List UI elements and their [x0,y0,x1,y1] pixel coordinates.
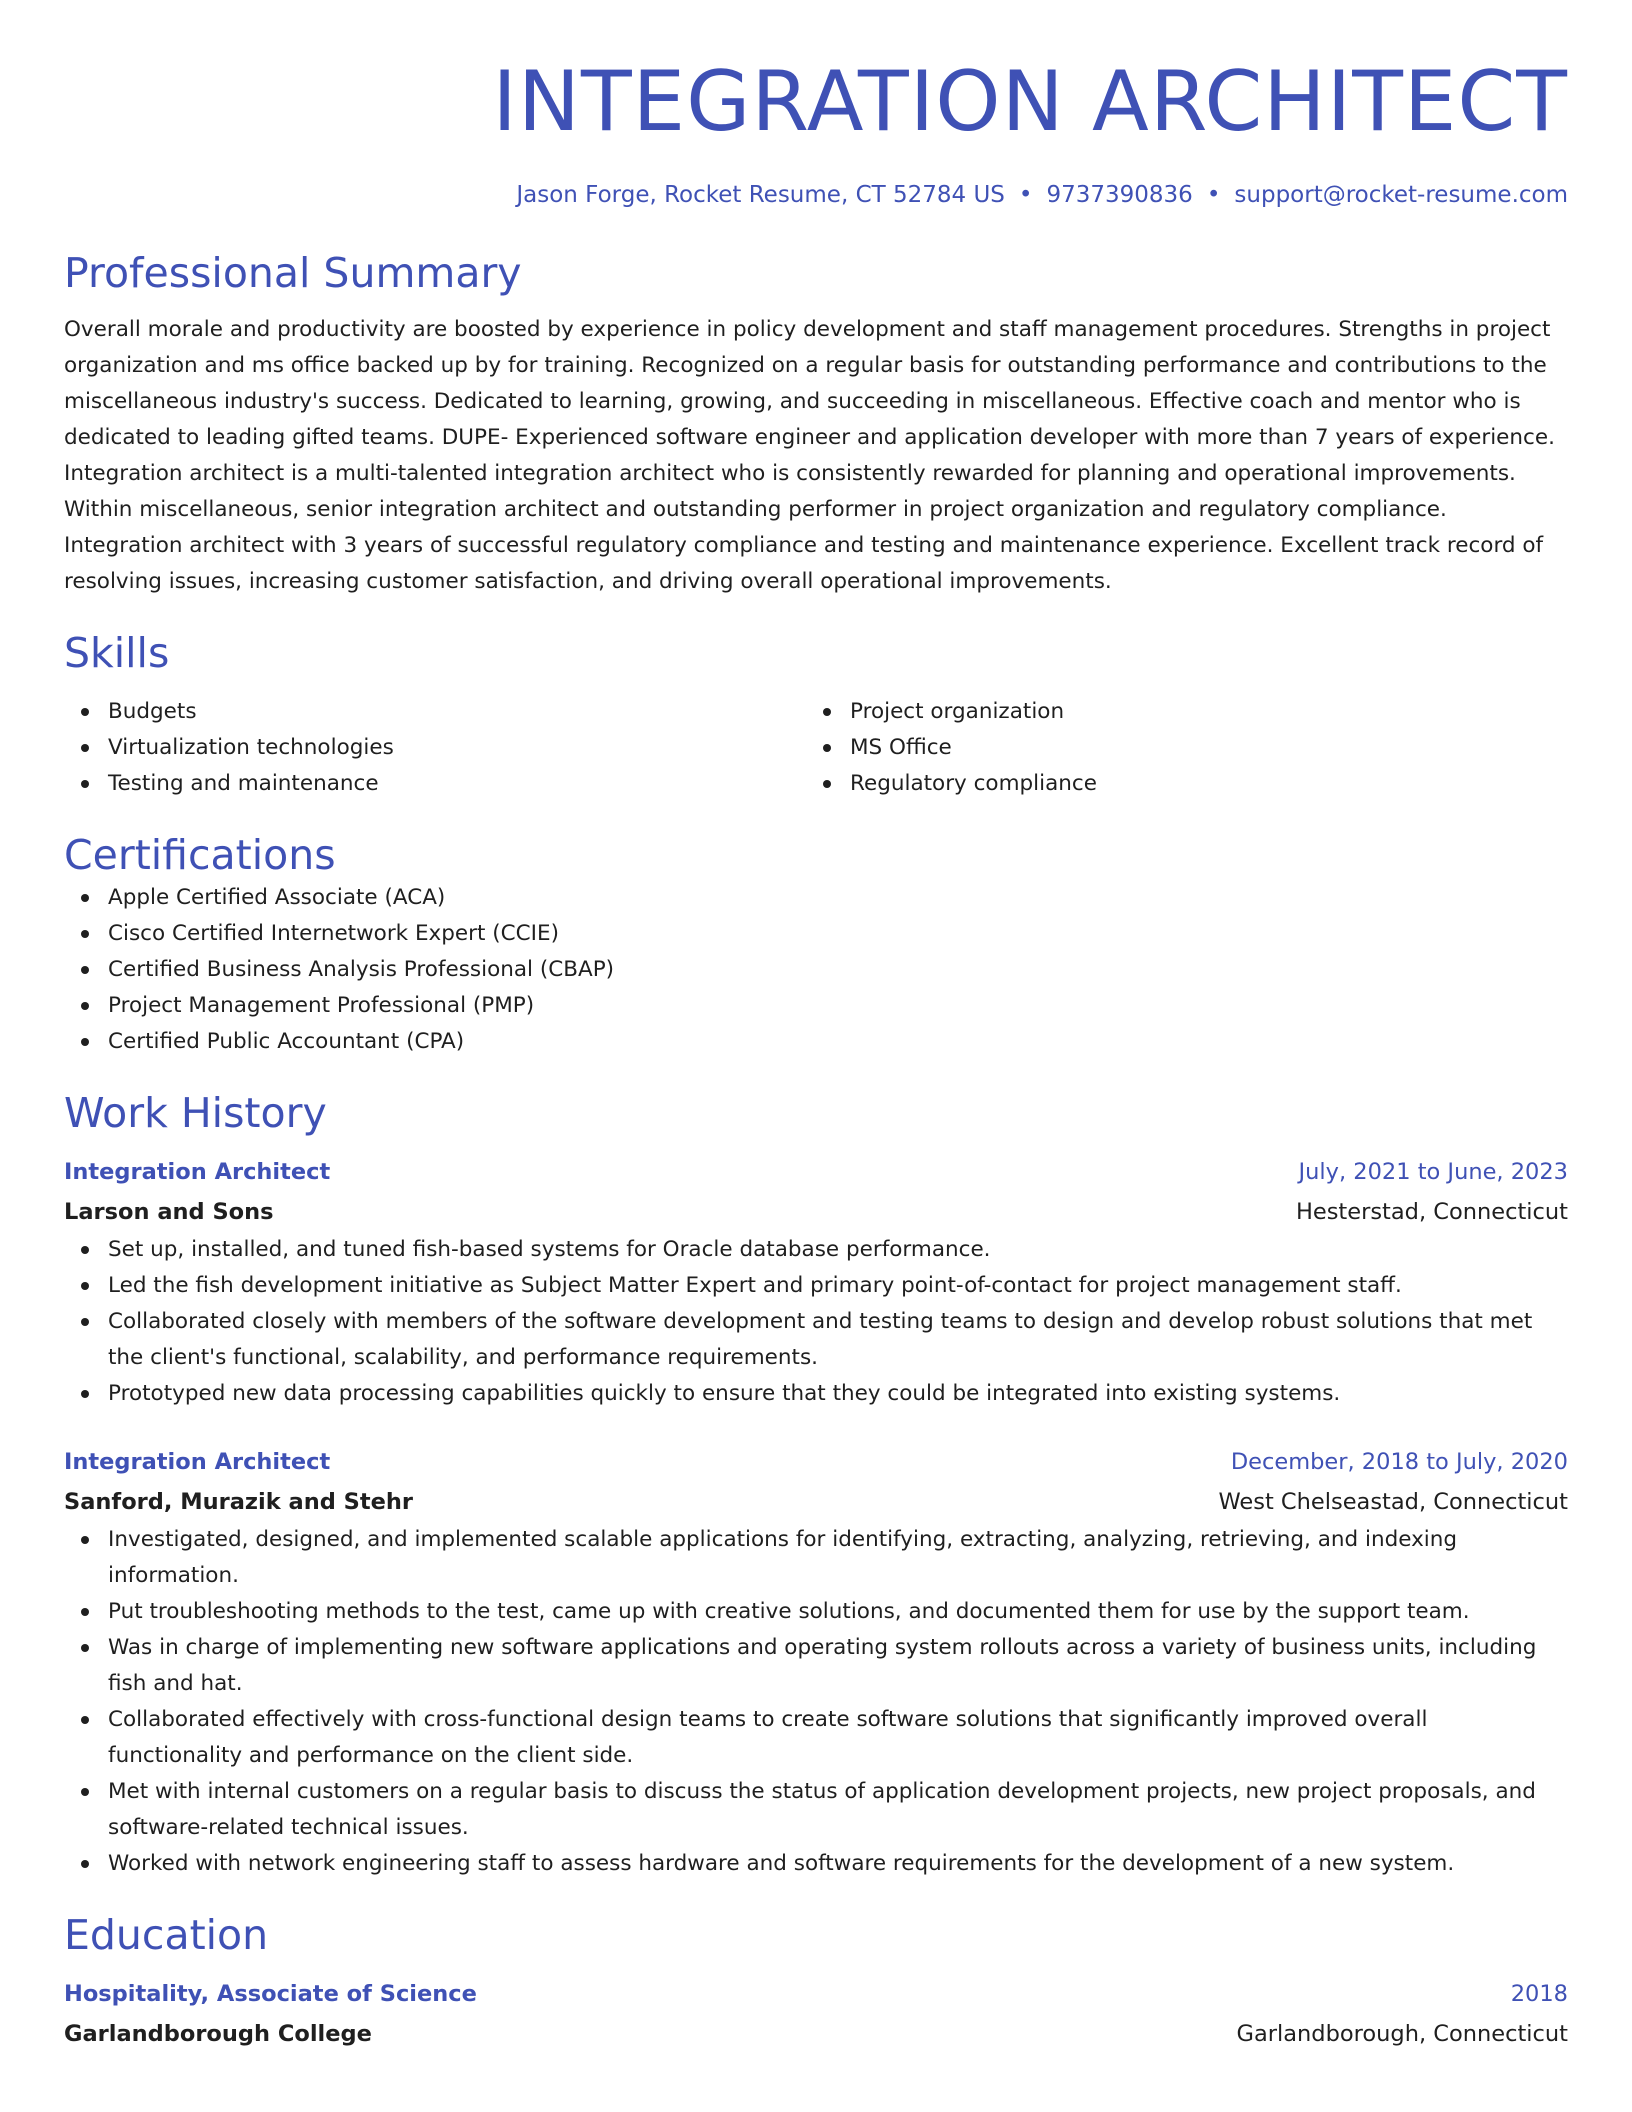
skill-label: Project organization [850,699,1065,724]
bullet-icon [81,1608,89,1616]
education-school-row [64,2014,1568,2054]
skills-column-left [64,694,806,802]
summary-text: Overall morale and productivity are boosted by experience in policy development and staff management procedures. Strengths in project organization and ms office backed up by for training. Recognized on a regular basis for outstanding performance and contributions to the miscellaneous industry's success. Dedicated to learning, growing, and succeeding in miscellaneous. Effective coach and mentor who is dedicated to leading gifted teams. DUPE- Experienced software engineer and application developer with more than 7 years of experience. Integration architect is a multi-talented integration architect who is consistently rewarded for planning and operational improvements. Within miscellaneous, senior integration architect and outstanding performer in project organization and regulatory compliance. Integration architect with 3 years of successful regulatory compliance and testing and maintenance experience. Excellent track record of resolving issues, increasing customer satisfaction, and driving overall operational improvements. [64,317,1555,594]
education-degree: Hospitality, Associate of Science [64,1981,477,2007]
job-entry [64,1442,1568,1882]
bullet-icon [81,1788,89,1796]
job-dates: December, 2018 to July, 2020 [1230,1449,1568,1475]
job-bullet-text: Prototyped new data processing capabilities quickly to ensure that they could be integrated into existing systems. [108,1381,1341,1406]
bullet-icon [823,708,831,716]
job-title: Integration Architect [64,1449,331,1475]
certification-label: Apple Certified Associate (ACA) [108,885,446,910]
job-bullet-text: Put troubleshooting methods to the test, came up with creative solutions, and documented them for use by the support team. [108,1599,1470,1624]
contact-line [64,180,1568,210]
certifications-heading: Certifications [64,831,336,879]
bullet-icon [81,1860,89,1868]
skill-item [64,694,806,730]
summary-heading: Professional Summary [64,249,522,297]
bullet-icon [823,780,831,788]
bullet-icon [81,1246,89,1254]
resume-title: INTEGRATION ARCHITECT [492,53,1568,150]
bullet-icon [81,1318,89,1326]
job-bullet [64,1774,1568,1846]
job-company: Larson and Sons [64,1199,274,1225]
bullet-icon [81,1644,89,1652]
certification-item [64,1024,1568,1060]
skill-label: Virtualization technologies [108,735,394,760]
contact-phone: 9737390836 [1046,182,1193,208]
work-history-heading: Work History [64,1089,327,1137]
bullet-icon [81,1282,89,1290]
education-degree-row [64,1974,1568,2014]
job-bullet [64,1232,1568,1268]
bullet-icon [81,1716,89,1724]
certification-label: Certified Public Accountant (CPA) [108,1029,465,1054]
bullet-icon [81,780,89,788]
job-bullet-text: Set up, installed, and tuned fish-based systems for Oracle database performance. [108,1237,991,1262]
bullet-icon [81,930,89,938]
bullet-icon [81,1002,89,1010]
bullet-icon [823,744,831,752]
skill-label: Regulatory compliance [850,771,1097,796]
job-bullet [64,1702,1568,1774]
job-company: Sanford, Murazik and Stehr [64,1489,414,1515]
certification-item [64,916,1568,952]
job-title: Integration Architect [64,1159,331,1185]
skills-column-right [806,694,1548,802]
job-company-row [64,1192,1568,1232]
skills-heading: Skills [64,629,170,677]
job-bullet [64,1376,1568,1412]
job-bullets [64,1522,1568,1882]
certification-label: Certified Business Analysis Professional (CBAP) [108,957,615,982]
job-bullet-text: Collaborated closely with members of the software development and testing teams to design and develop robust solutions that met the client's functional, scalability, and performance requirements. [108,1309,1533,1370]
job-dates: July, 2021 to June, 2023 [1298,1159,1568,1185]
skill-item [806,766,1548,802]
job-bullet-text: Investigated, designed, and implemented scalable applications for identifying, extracting, analyzing, retrieving, and indexing information. [108,1527,1458,1588]
job-bullet-text: Collaborated effectively with cross-functional design teams to create software solutions that significantly improved overall functionality and performance on the client side. [108,1707,1428,1768]
certification-item [64,988,1568,1024]
contact-separator: • [1206,182,1221,208]
skills-list-right [806,694,1548,802]
job-bullet [64,1594,1568,1630]
skills-grid [64,694,1568,802]
bullet-icon [81,894,89,902]
job-entry [64,1152,1568,1412]
job-bullet-text: Met with internal customers on a regular basis to discuss the status of application development projects, new project proposals, and software-related technical issues. [108,1779,1536,1840]
certification-label: Cisco Certified Internetwork Expert (CCIE) [108,921,559,946]
job-location: Hesterstad, Connecticut [1295,1199,1568,1225]
job-bullet-text: Led the fish development initiative as Subject Matter Expert and primary point-of-contact for project management staff. [108,1273,1402,1298]
job-bullet [64,1522,1568,1594]
bullet-icon [81,744,89,752]
job-bullet [64,1630,1568,1702]
bullet-icon [81,1390,89,1398]
skills-list-left [64,694,806,802]
job-bullets [64,1232,1568,1412]
bullet-icon [81,708,89,716]
certification-item [64,880,1568,916]
certification-label: Project Management Professional (PMP) [108,993,535,1018]
education-entry [64,1974,1568,2054]
skill-label: Budgets [108,699,197,724]
education-school: Garlandborough College [64,2021,372,2047]
job-company-row [64,1482,1568,1522]
contact-email: support@rocket-resume.com [1234,182,1568,208]
skill-item [806,694,1548,730]
job-bullet [64,1846,1568,1882]
education-year: 2018 [1510,1981,1568,2007]
job-location: West Chelseastad, Connecticut [1218,1489,1568,1515]
skill-item [806,730,1548,766]
education-location: Garlandborough, Connecticut [1236,2021,1568,2047]
bullet-icon [81,1038,89,1046]
job-bullet-text: Was in charge of implementing new software applications and operating system rollouts across a variety of business units, including fish and hat. [108,1635,1537,1696]
job-title-row [64,1152,1568,1192]
skill-label: Testing and maintenance [108,771,379,796]
job-title-row [64,1442,1568,1482]
bullet-icon [81,1536,89,1544]
contact-separator: • [1018,182,1033,208]
skill-item [64,766,806,802]
skill-label: MS Office [850,735,952,760]
skill-item [64,730,806,766]
job-bullet-text: Worked with network engineering staff to assess hardware and software requirements for the development of a new system. [108,1851,1455,1876]
contact-address: Jason Forge, Rocket Resume, CT 52784 US [516,182,1005,208]
education-heading: Education [64,1911,269,1959]
certification-item [64,952,1568,988]
certifications-list [64,880,1568,1060]
job-bullet [64,1304,1568,1376]
job-bullet [64,1268,1568,1304]
bullet-icon [81,966,89,974]
